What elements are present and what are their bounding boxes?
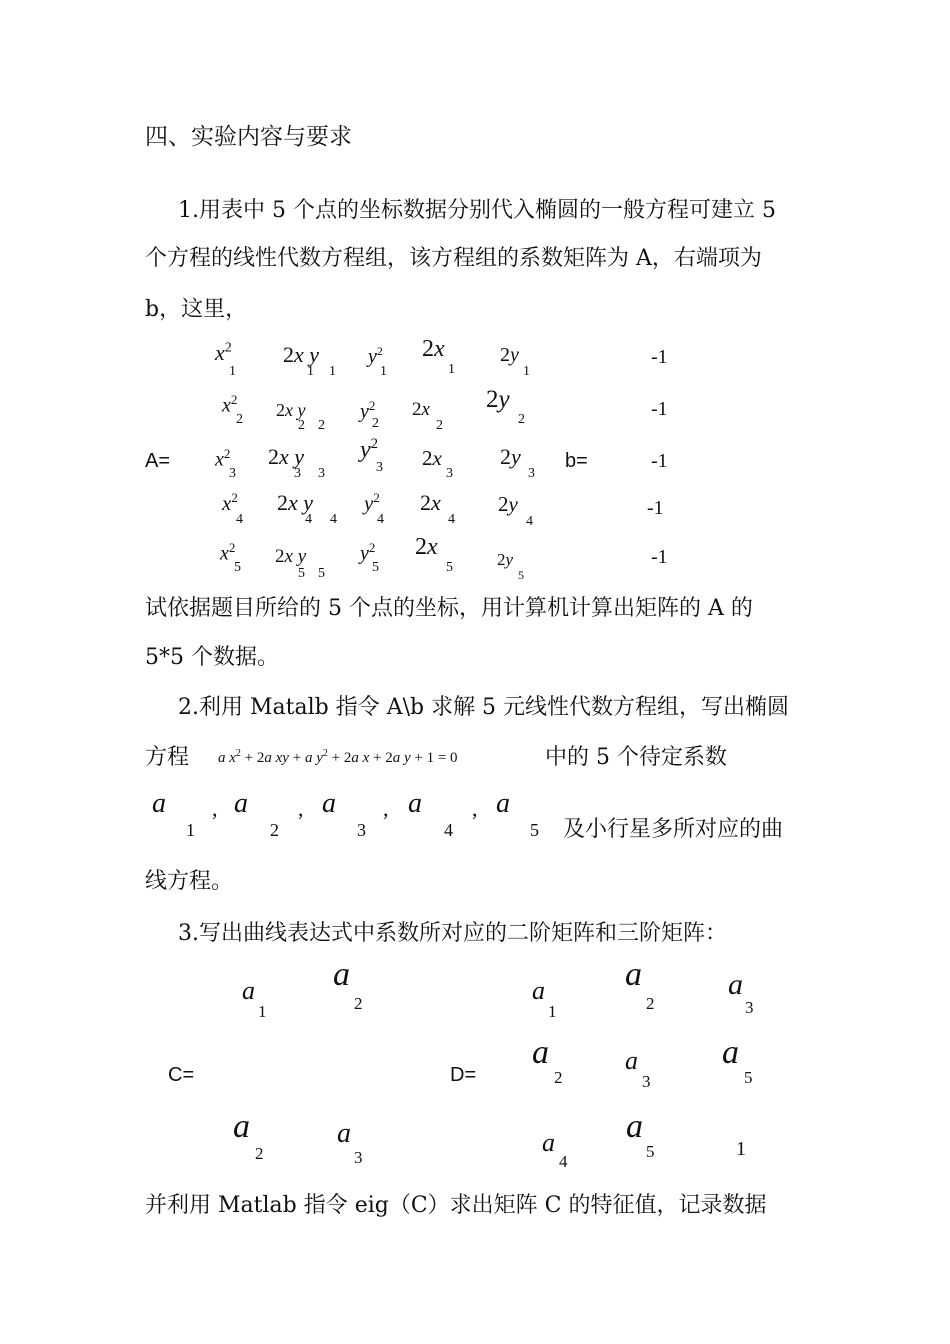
paragraph-3-line-1: 3.写出曲线表达式中系数所对应的二阶矩阵和三阶矩阵：: [178, 921, 727, 946]
coefficient-a2: a: [234, 788, 248, 819]
matrix-a-cell: 2y: [498, 492, 518, 516]
comma: ,: [212, 796, 218, 821]
matrix-a-cell: $y^2$: [368, 344, 383, 368]
matrix-a-cell: 2x: [422, 446, 442, 470]
matrix-c-cell: a: [333, 956, 350, 993]
vector-b-label: b=: [565, 450, 588, 472]
matrix-a-cell: $y^2$: [360, 398, 376, 423]
matrix-d-cell: a: [625, 1046, 638, 1075]
matrix-a-cell: 2y: [500, 444, 521, 469]
vector-b-value: -1: [651, 450, 668, 472]
matrix-a-cell: 2x y: [275, 546, 307, 567]
coefficient-a5: a: [496, 788, 510, 819]
comma: ,: [383, 796, 389, 821]
vector-b-value: -1: [651, 546, 668, 568]
matrix-a-cell: $y^2$: [364, 490, 380, 515]
comma: ,: [472, 796, 478, 821]
matrix-a-cell: 2x y: [283, 342, 320, 367]
paragraph-3-line-last: 并利用 Matlab 指令 eig（C）求出矩阵 C 的特征值，记录数据: [145, 1193, 767, 1218]
matrix-a-cell: 2x: [412, 399, 430, 420]
matrix-a-cell: 2x y: [268, 444, 305, 469]
matrix-d-cell: a: [722, 1034, 739, 1071]
matrix-d-cell: a: [625, 956, 642, 993]
matrix-a-cell: $x^2$: [220, 540, 236, 565]
matrix-a-cell: 2x: [422, 336, 445, 362]
matrix-a-cell: 2x: [415, 534, 438, 560]
matrix-d-cell: a: [728, 968, 743, 1001]
matrix-a-cell: $x^2$: [215, 446, 231, 471]
paragraph-2-line-2-prefix: 方程: [145, 745, 190, 770]
matrix-a-label: A=: [145, 450, 171, 472]
paragraph-2-line-4: 线方程。: [145, 869, 234, 894]
matrix-d-cell: a: [542, 1128, 555, 1157]
paragraph-1-line-1: 1.用表中 5 个点的坐标数据分别代入椭圆的一般方程可建立 5: [178, 198, 776, 223]
vector-b-value: -1: [647, 497, 664, 519]
matrix-d-cell: 1: [736, 1138, 746, 1160]
coefficient-a4: a: [408, 788, 422, 819]
matrix-a-cell: $y^2$: [360, 436, 379, 463]
matrix-d-cell: a: [532, 976, 545, 1005]
matrix-a-cell: 2x y: [276, 400, 306, 420]
coefficient-a1: a: [152, 788, 166, 819]
matrix-c-cell: a: [242, 976, 255, 1005]
matrix-a-cell: 2y: [497, 550, 514, 569]
matrix-c-cell: a: [233, 1108, 250, 1145]
ellipse-equation: a $x^2 + 2a$ xy + a $y^2 + 2a$ x + 2a y + 1 = 0: [218, 748, 458, 766]
matrix-d-cell: a: [626, 1108, 643, 1145]
matrix-a-cell: 2x y: [277, 490, 314, 515]
coefficient-a3: a: [322, 788, 336, 819]
comma: ,: [298, 796, 304, 821]
paragraph-2-line-2-suffix: 中的 5 个待定系数: [545, 745, 727, 770]
matrix-a-cell: $x^2$: [222, 392, 238, 417]
matrix-d-label: D=: [450, 1064, 477, 1086]
vector-b-value: -1: [651, 346, 668, 368]
matrix-a-cell: 2x: [420, 490, 441, 515]
matrix-d-cell: a: [532, 1034, 549, 1071]
matrix-a-cell: 2y: [500, 344, 519, 366]
paragraph-2-line-1: 2.利用 Matalb 指令 A\b 求解 5 元线性代数方程组，写出椭圆: [178, 695, 790, 720]
matrix-a-cell: 2y: [486, 386, 510, 413]
paragraph-1-line-3: b，这里，: [145, 297, 248, 322]
vector-b-value: -1: [651, 398, 668, 420]
paragraph-1b-line-1: 试依据题目所给的 5 个点的坐标，用计算机计算出矩阵的 A 的: [145, 596, 753, 621]
paragraph-2-line-3-suffix: 及小行星多所对应的曲: [563, 817, 784, 842]
matrix-c-label: C=: [168, 1064, 195, 1086]
paragraph-1b-line-2: 5*5 个数据。: [145, 645, 279, 670]
matrix-a-cell: $x^2$: [215, 340, 232, 365]
matrix-a-cell: $x^2$: [222, 490, 238, 515]
matrix-a-cell: $y^2$: [360, 540, 376, 565]
document-page: 四、实验内容与要求 1.用表中 5 个点的坐标数据分别代入椭圆的一般方程可建立 5 个方程的线性代数方程组，该方程组的系数矩阵为 A，右端项为 b，这里， A= $x^2$ 1 2x y 1 1 $y^2$ 1 2x 1 2y 1 $x^2$ 2 2x y 2 2 $y^2$ 2 2x 2 2y 2 $x^2$ 3 2x y 3 3 $y^2$ 3 2x 3 2y 3 $x^2$ 4 2x y 4 4 $y^2$ 4 2x 4 2y 4 $x^2$ 5 2x y 5 5 $y^2$ 5 2x 5 2y 5 b= -1 -1 -1 -1 -1 试依据题目所给的 5 个点的坐标，用计算机计算出矩阵的 A 的 5*5 个数据。 2.利用 Matalb 指令 A\b 求解 5 元线性代数方程组，写出椭圆 方程 a $x^2 + 2a$ xy + a $y^2 + 2a$ x + 2a y + 1 = 0 中的 5 个待定系数 a 1 , a 2 , a 3 , a 4 , a 5 及小行星多所对应的曲 线方程。 3.写出曲线表达式中系数所对应的二阶矩阵和三阶矩阵： C= a 1 a 2 a 2 a 3 D= a 1 a 2 a 3 a 2 a 3 a 5 a 4 a 5 1 并利用 Matlab 指令 eig（C）求出矩阵 C 的特征值，记录数据: [0, 0, 950, 1344]
matrix-c-cell: a: [337, 1118, 351, 1149]
paragraph-1-line-2: 个方程的线性代数方程组，该方程组的系数矩阵为 A，右端项为: [145, 246, 762, 271]
section-heading: 四、实验内容与要求: [145, 124, 352, 150]
